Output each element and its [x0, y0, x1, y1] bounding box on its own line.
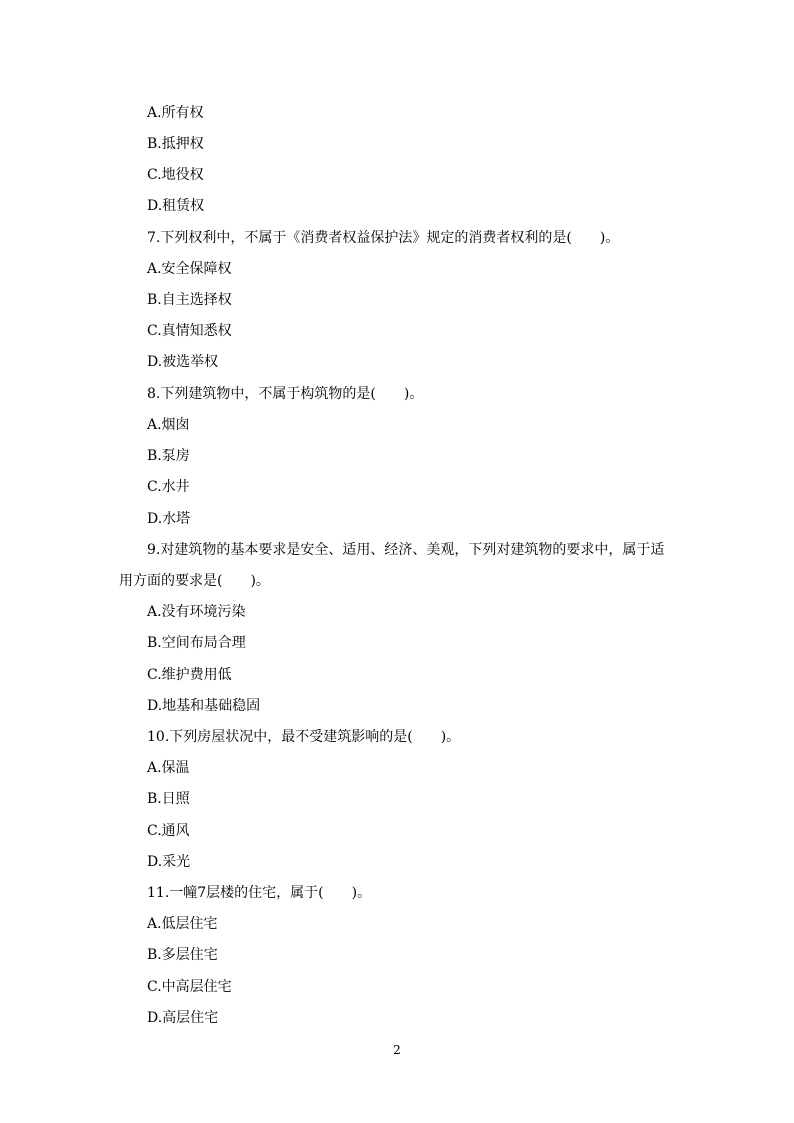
- question-9-option-b: B.空间布局合理: [147, 635, 246, 651]
- question-9-option-c: C.维护费用低: [147, 667, 232, 683]
- question-10-option-b: B.日照: [147, 791, 190, 807]
- question-9-option-a: A.没有环境污染: [147, 604, 246, 620]
- question-8-option-b: B.泵房: [147, 448, 190, 464]
- question-10-option-c: C.通风: [147, 823, 190, 839]
- option-d: D.租赁权: [147, 198, 205, 214]
- question-9-option-d: D.地基和基础稳固: [147, 698, 261, 714]
- question-8-stem: 8.下列建筑物中，不属于构筑物的是( )。: [147, 386, 424, 402]
- question-7-option-b: B.自主选择权: [147, 292, 232, 308]
- question-8-option-a: A.烟囱: [147, 417, 190, 433]
- option-b: B.抵押权: [147, 136, 204, 152]
- option-c: C.地役权: [147, 167, 204, 183]
- question-10-option-d: D.采光: [147, 854, 191, 870]
- question-11-option-a: A.低层住宅: [147, 916, 218, 932]
- question-11-option-b: B.多层住宅: [147, 947, 218, 963]
- question-9-stem-line-2: 用方面的要求是( )。: [119, 573, 270, 589]
- question-8-option-c: C.水井: [147, 479, 190, 495]
- page-number: 2: [393, 1043, 401, 1057]
- question-7-stem: 7.下列权利中，不属于《消费者权益保护法》规定的消费者权利的是( )。: [147, 230, 620, 246]
- question-10-stem: 10.下列房屋状况中，最不受建筑影响的是( )。: [147, 729, 461, 745]
- question-7-option-d: D.被选举权: [147, 354, 219, 370]
- question-9-stem-line-1: 9.对建筑物的基本要求是安全、适用、经济、美观，下列对建筑物的要求中，属于适: [147, 542, 665, 558]
- question-11-option-c: C.中高层住宅: [147, 979, 232, 995]
- question-11-option-d: D.高层住宅: [147, 1010, 219, 1026]
- question-7-option-a: A.安全保障权: [147, 261, 232, 277]
- question-10-option-a: A.保温: [147, 760, 190, 776]
- question-11-stem: 11.一幢7层楼的住宅，属于( )。: [147, 885, 372, 901]
- question-8-option-d: D.水塔: [147, 511, 191, 527]
- question-7-option-c: C.真情知悉权: [147, 323, 232, 339]
- option-a: A.所有权: [147, 105, 204, 121]
